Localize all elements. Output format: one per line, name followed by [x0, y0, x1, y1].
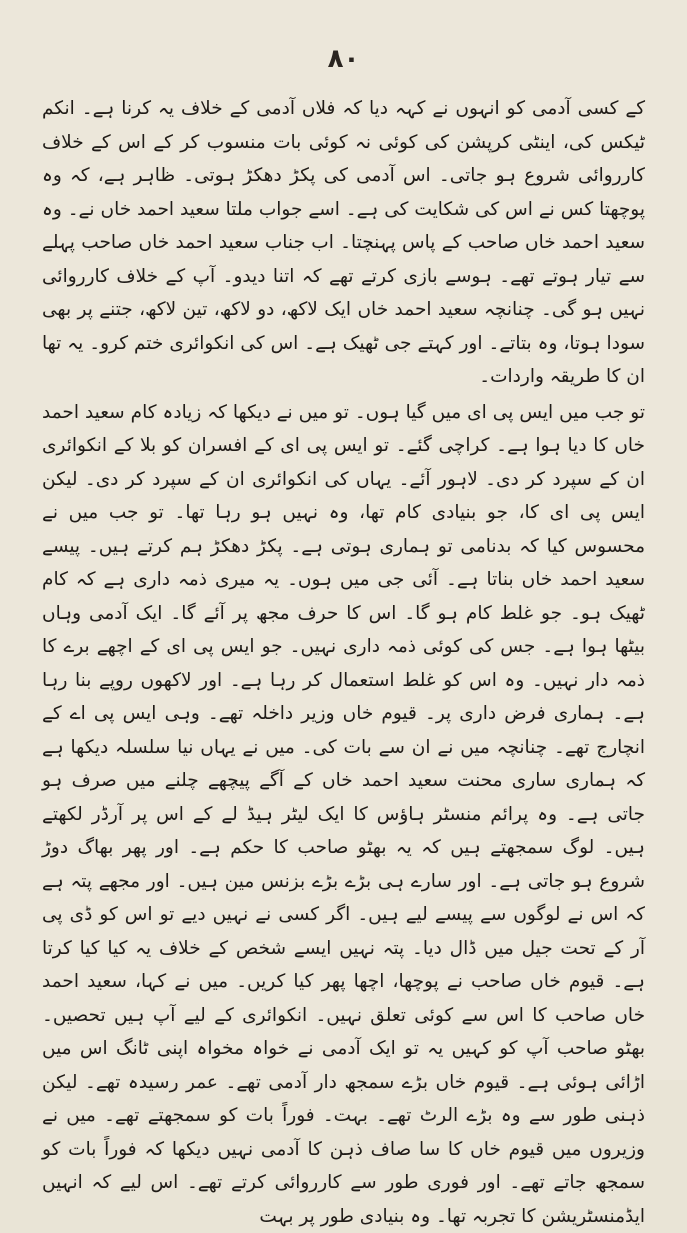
paragraph-2: تو جب میں ایس پی ای میں گیا ہوں۔ تو میں نے دیکھا کہ زیادہ کام سعید احمد خاں کا دیا ہوا ہے۔ کراچی گئے۔ تو ایس پی ای کے افسران کو بلا کے انکوائری ان کے سپرد کر دی۔ لاہور آئے۔ یہاں کی انکوائری ان کے سپرد کر دی۔ لیکن ایس پی ای کا، جو بنیادی کام تھا، وہ نہیں ہو رہا تھا۔ تو جب میں نے محسوس کیا کہ بدنامی تو ہماری ہوتی ہے۔ پکڑ دھکڑ ہم کرتے ہیں۔ پیسے سعید احمد خاں بناتا ہے۔ آئی جی میں ہوں۔ یہ میری ذمہ داری ہے کہ کام ٹھیک ہو۔ جو غلط کام ہو گا۔ اس کا حرف مجھ پر آئے گا۔ ایک آدمی وہاں بیٹھا ہوا ہے۔ جس کی کوئی ذمہ داری نہیں۔ جو ایس پی ای کے اچھے برے کا ذمہ دار نہیں۔ وہ اس کو غلط استعمال کر رہا ہے۔ اور لاکھوں روپے بنا رہا ہے۔ ہماری فرض داری پر۔ قیوم خاں وزیر داخلہ تھے۔ وہی ایس پی اے کے انچارج تھے۔ چنانچہ میں نے ان سے بات کی۔ میں نے یہاں نیا سلسلہ دیکھا ہے کہ ہماری ساری محنت سعید احمد خاں کے آگے پیچھے چلنے میں صرف ہو جاتی ہے۔ وہ پرائم منسٹر ہاؤس کا ایک لیٹر ہیڈ لے کے اس پر آرڈر لکھتے ہیں۔ لوگ سمجھتے ہیں کہ یہ بھٹو صاحب کا حکم ہے۔ اور پھر بھاگ دوڑ شروع ہو جاتی ہے۔ اور سارے ہی بڑے بڑے بزنس مین ہیں۔ اور مجھے پتہ ہے کہ اس نے لوگوں سے پیسے لیے ہیں۔ اگر کسی نے نہیں دیے تو اس کو ڈی پی آر کے تحت جیل میں ڈال دیا۔ پتہ نہیں ایسے شخص کے خلاف یہ کیا کیا کرتا ہے۔ قیوم خاں صاحب نے پوچھا، اچھا پھر کیا کریں۔ میں نے کہا، سعید احمد خاں صاحب کا اس سے کوئی تعلق نہیں۔ انکوائری کے لیے آپ ہیں تحصیں۔ بھٹو صاحب آپ کو کہیں یہ تو ایک آدمی نے خواہ مخواہ اپنی ٹانگ اس میں اڑائی ہوئی ہے۔ قیوم خاں بڑے سمجھ دار آدمی تھے۔ عمر رسیدہ تھے۔ لیکن ذہنی طور سے وہ بڑے الرٹ تھے۔ بہت۔ فوراً بات کو سمجھتے تھے۔ میں نے وزیروں میں قیوم خاں کا سا صاف ذہن کا آدمی نہیں دیکھا کہ فوراً بات کو سمجھ جاتے تھے۔ اور فوری طور سے کارروائی کرتے تھے۔ اس لیے کہ انہیں ایڈمنسٹریشن کا تجربہ تھا۔ وہ بنیادی طور پر بہت [42, 396, 645, 1233]
page-body [42, 92, 645, 1040]
page-number: ۸۰ [0, 44, 687, 74]
paragraph-1: کے کسی آدمی کو انہوں نے کہہ دیا کہ فلاں آدمی کے خلاف یہ کرنا ہے۔ انکم ٹیکس کی، اینٹی کرپشن کی کوئی نہ کوئی بات منسوب کر کے اس کے خلاف کارروائی شروع ہو جاتی۔ اس آدمی کی پکڑ دھکڑ ہوتی۔ ظاہر ہے، کہ وہ پوچھتا کس نے اس کی شکایت کی ہے۔ اسے جواب ملتا سعید احمد خاں نے۔ وہ سعید احمد خاں صاحب کے پاس پہنچتا۔ اب جناب سعید احمد خاں صاحب پہلے سے تیار ہوتے تھے۔ ہوسے بازی کرتے تھے کہ اتنا دیدو۔ آپ کے خلاف کارروائی نہیں ہو گی۔ چنانچہ سعید احمد خاں ایک لاکھ، دو لاکھ، تین لاکھ، جتنے پر بھی سودا ہوتا، وہ بتاتے۔ اور کہتے جی ٹھیک ہے۔ اس کی انکوائری ختم کرو۔ یہ تھا ان کا طریقہ واردات۔ [42, 92, 645, 394]
